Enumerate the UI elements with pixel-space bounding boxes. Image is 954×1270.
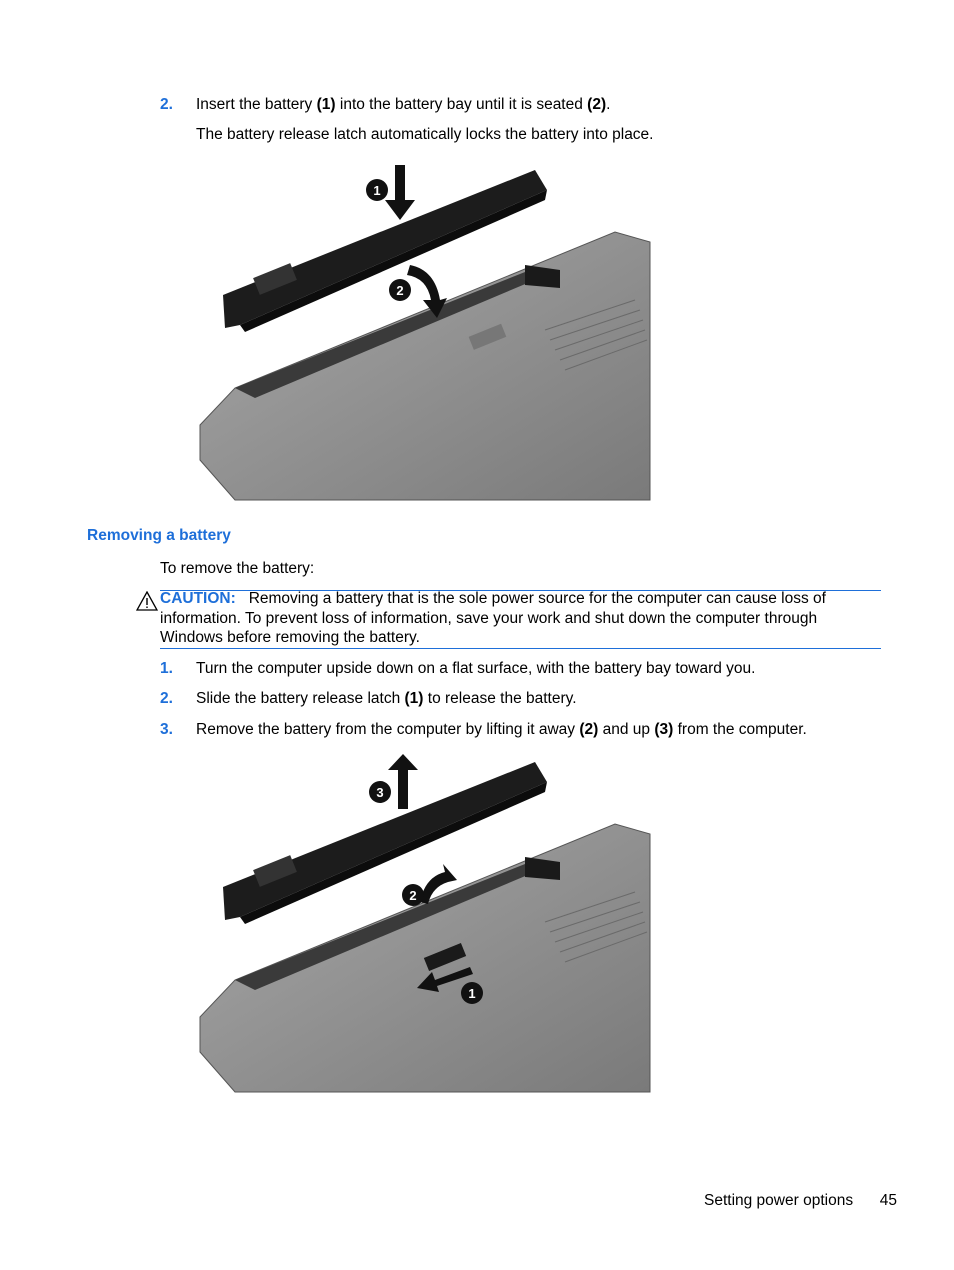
text-fragment: into the battery bay until it is seated [335, 96, 588, 113]
caution-text: Removing a battery that is the sole power source for the computer can cause loss of [248, 590, 826, 607]
insert-step-text [196, 95, 610, 114]
text-fragment: . [606, 96, 611, 113]
up-arrow-icon [388, 754, 418, 809]
callout-label: 1 [468, 986, 476, 1001]
callout-label: 2 [409, 888, 417, 903]
section-heading: Removing a battery [87, 527, 231, 544]
callout-label: 2 [396, 283, 404, 298]
step-3-text [196, 720, 807, 739]
callout-ref: (1) [404, 690, 424, 707]
caution-bottom-rule [160, 648, 881, 649]
down-arrow-icon [385, 165, 415, 220]
text-fragment: from the computer. [673, 721, 807, 738]
callout-ref: (3) [654, 721, 674, 738]
step-1 [160, 659, 173, 678]
callout-ref: (2) [587, 96, 607, 113]
text-fragment: Slide the battery release latch [196, 690, 405, 707]
step-3 [160, 720, 173, 739]
step-1-text: Turn the computer upside down on a flat surface, with the battery bay toward you. [196, 660, 756, 677]
page-number: 45 [879, 1192, 897, 1209]
step-2 [160, 689, 173, 708]
warning-icon [136, 591, 158, 611]
step-number: 2. [160, 96, 173, 113]
latch-note: The battery release latch automatically locks the battery into place. [196, 126, 654, 143]
caution-line-2: information. To prevent loss of information, save your work and shut down the computer through [160, 610, 818, 627]
remove-battery-illustration [195, 752, 665, 1097]
intro-text: To remove the battery: [160, 560, 315, 577]
callout-ref: (2) [579, 721, 599, 738]
step-number: 3. [160, 721, 173, 738]
step-number: 2. [160, 690, 173, 707]
callout-ref: (1) [316, 96, 336, 113]
step-2-text [196, 689, 577, 708]
text-fragment: Remove the battery from the computer by lifting it away [196, 721, 580, 738]
caution-line-1 [160, 589, 826, 608]
callout-label: 1 [373, 183, 381, 198]
insert-step [160, 95, 173, 114]
caution-label: CAUTION: [160, 590, 236, 607]
text-fragment: to release the battery. [423, 690, 577, 707]
insert-battery-illustration [195, 160, 665, 505]
text-fragment: Insert the battery [196, 96, 317, 113]
caution-line-3: Windows before removing the battery. [160, 629, 420, 646]
footer [704, 1192, 897, 1210]
footer-section: Setting power options [704, 1192, 854, 1209]
step-number: 1. [160, 660, 173, 677]
text-fragment: and up [598, 721, 655, 738]
callout-label: 3 [376, 785, 384, 800]
